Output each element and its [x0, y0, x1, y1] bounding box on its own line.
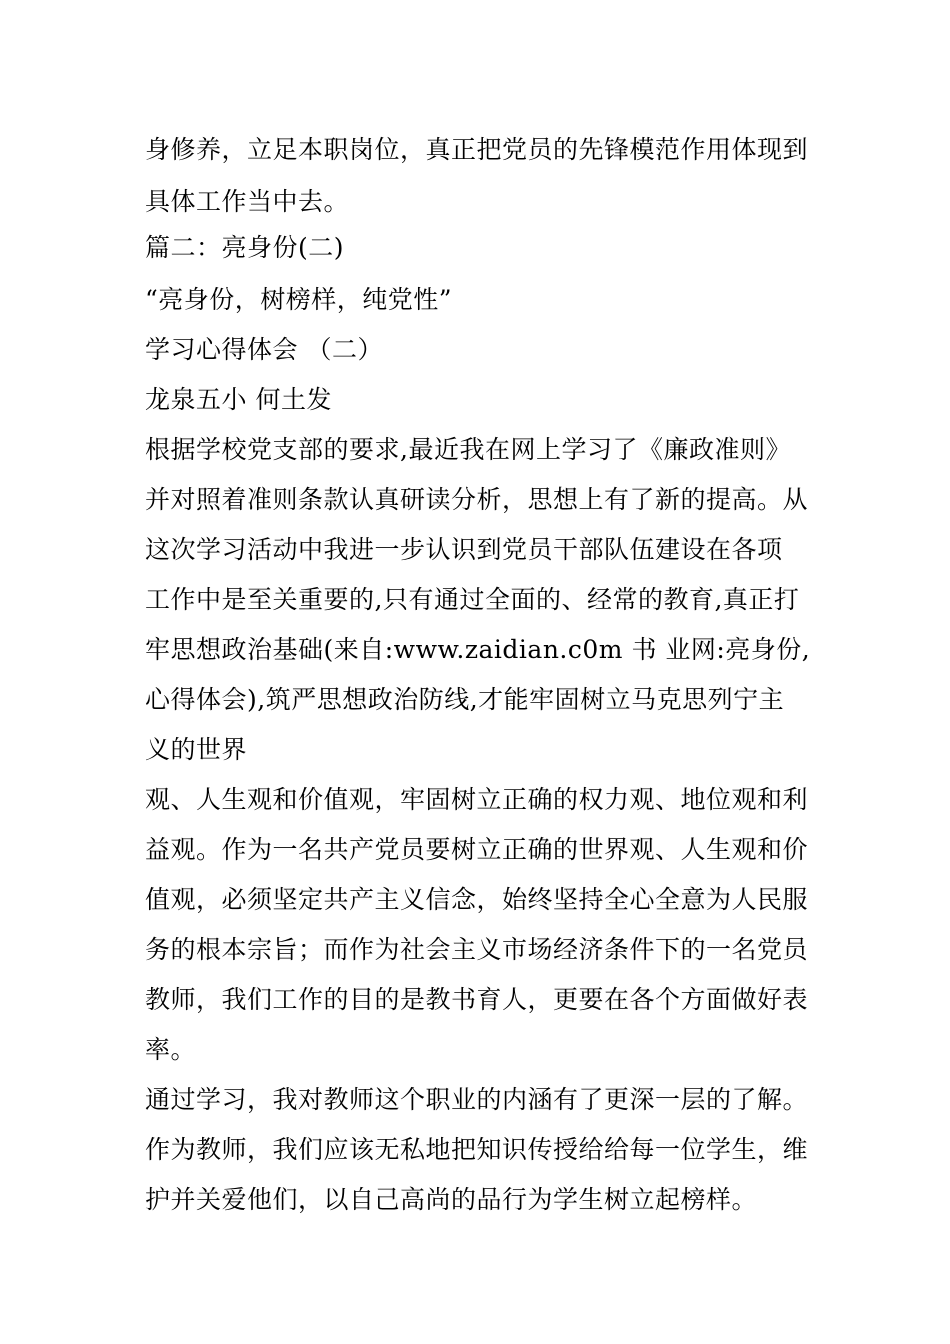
text-line: 率。 [145, 1035, 197, 1064]
text-line: 身修养，立足本职岗位，真正把党员的先锋模范作用体现到 [145, 135, 809, 164]
text-line: 根据学校党支部的要求,最近我在网上学习了《廉政准则》 [145, 435, 791, 464]
text-line: 务的根本宗旨；而作为社会主义市场经济条件下的一名党员 [145, 935, 809, 964]
text-line: 工作中是至关重要的,只有通过全面的、经常的教育,真正打 [145, 585, 800, 614]
text-line: 观、人生观和价值观，牢固树立正确的权力观、地位观和利 [145, 785, 809, 814]
article-title: “亮身份，树榜样，纯党性” [145, 285, 453, 314]
text-line: 牢思想政治基础(来自:www.zaidian.c0m 书 业网:亮身份, [145, 635, 811, 664]
author-line: 龙泉五小 何土发 [145, 385, 332, 414]
text-line: 这次学习活动中我进一步认识到党员干部队伍建设在各项 [145, 535, 783, 564]
article-subtitle: 学习心得体会 （二） [145, 335, 383, 364]
text-line: 作为教师，我们应该无私地把知识传授给给每一位学生，维 [145, 1135, 809, 1164]
text-line: 教师，我们工作的目的是教书育人，更要在各个方面做好表 [145, 985, 809, 1014]
text-line: 心得体会),筑严思想政治防线,才能牢固树立马克思列宁主 [145, 685, 785, 714]
text-line: 并对照着准则条款认真研读分析，思想上有了新的提高。从 [145, 485, 809, 514]
text-line: 具体工作当中去。 [145, 187, 350, 216]
text-line: 益观。作为一名共产党员要树立正确的世界观、人生观和价 [145, 835, 809, 864]
text-line: 通过学习，我对教师这个职业的内涵有了更深一层的了解。 [145, 1085, 809, 1114]
text-line: 义的世界 [145, 735, 248, 764]
text-line: 护并关爱他们，以自己高尚的品行为学生树立起榜样。 [145, 1185, 758, 1214]
text-line: 值观，必须坚定共产主义信念，始终坚持全心全意为人民服 [145, 885, 809, 914]
section-heading: 篇二：亮身份(二) [145, 233, 345, 262]
